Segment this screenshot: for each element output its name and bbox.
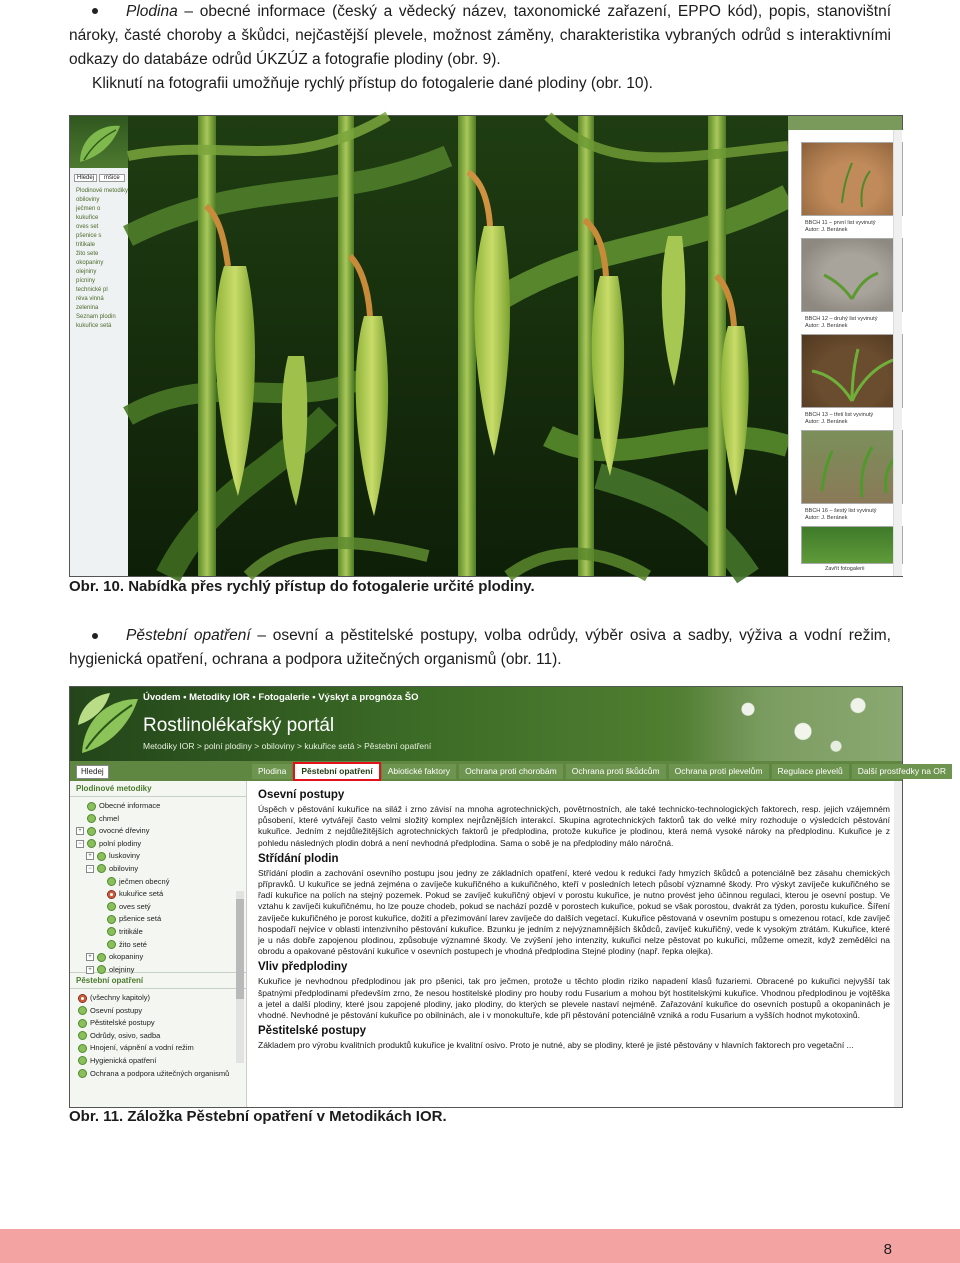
figure-10-caption: Obr. 10. Nabídka přes rychlý přístup do fotogalerie určité plodiny. (69, 578, 535, 595)
fig10-sidebar-item[interactable]: kukuřice setá (76, 323, 112, 329)
chapter-label: Ochrana a podpora užitečných organismů (90, 1068, 230, 1078)
checkbox-icon[interactable] (78, 1006, 87, 1015)
node-icon (107, 940, 116, 949)
seedling-icon (802, 431, 902, 503)
fig10-sidebar-tree (70, 188, 128, 329)
node-icon (107, 890, 116, 899)
tree-item-label: oves setý (119, 901, 151, 911)
section-heading: Pěstitelské postupy (258, 1025, 367, 1038)
fig10-scrollbar[interactable] (893, 130, 902, 576)
sidebar (70, 781, 247, 1107)
chapter-item[interactable] (78, 1017, 246, 1030)
checkbox-icon[interactable] (78, 1069, 87, 1078)
tree-item[interactable] (76, 876, 246, 889)
expand-icon[interactable]: + (86, 852, 94, 860)
chapter-label: Odrůdy, osivo, sadba (90, 1030, 161, 1040)
chapter-label: Hygienická opatření (90, 1055, 157, 1065)
node-icon (87, 802, 96, 811)
tabs (252, 764, 952, 779)
tab-7[interactable]: Další prostředky na OR (852, 764, 952, 779)
tab-4[interactable]: Ochrana proti škůdcům (566, 764, 666, 779)
node-icon (87, 839, 96, 848)
content-area (258, 787, 890, 1107)
section-text: Střídání plodin a zachování osevního postupu jsou jedny ze základních opatření, které vedou k redukci řady hmyzích škůdců a potenciálně bez zásahu chemických přípravků. U kukuřice se jedná zejména o zavíječe kukuřičného a kukuřičného, kteří v posledních letech působí významné škody. Pro výskyt zavíječe kukuřičného se řadí kukuřice na polích na stejný pozemek. Pokud se zavíječ kukuřičný objeví v porostu kukuřice, je nutno provést jeho účinnou regulaci, kterou je osevní postup. Ve vztahu k zavíječi kukuřičnému, ho lze pouze chodeb, pokud se nachází pozdě v porostech kukuřice, pokud se však porostou, dvakrát za týden, porostu kukuřice. Šíření zavíječe kukuřičného je porost kukuřice, dožití a přezimování larev zavíječe do dalších vegetací. Kukuřice pěstovaná v osevním postupu s omezenou rotací, kde zavíječ hospodaří nejvíce v oblasti intenzivního pěstování kukuřice. Bzunku je jedním z nejvýznamnějších škůdců, zavíječ kukuřičný, vede k vysokým ztrátám. Kukuřice, které je u nás dobře zapojenou plodinou, způsobuje významné škody. Ve zvýšení jeho intenzity, kukuřici nelze pěstovat po kukuřici, můžeme omezit, když zemědělci na obrodu a opakované pěstování kukuřice v osevních postupech je vhodná předplodina Stejné plodiny (např. řepka olejka). (258, 867, 890, 957)
fig10-left-panel (70, 116, 129, 576)
portal-banner (70, 687, 902, 761)
thumb-caption-3: BBCH 13 – třetí list vyvinutý Autor: J. Beránek (805, 412, 874, 425)
node-icon (107, 927, 116, 936)
fig10-sidebar-item[interactable]: Seznam plodin (76, 314, 116, 320)
tab-6[interactable]: Regulace plevelů (772, 764, 849, 779)
node-icon (97, 864, 106, 873)
chapter-item[interactable] (78, 1055, 246, 1068)
flower-photo (682, 687, 902, 761)
fig10-sidebar-item[interactable]: zelenina (76, 305, 99, 311)
fig10-sidebar-item[interactable]: žito sete (76, 251, 99, 257)
tree-item-label: okopaniny (109, 952, 144, 962)
fig10-sidebar-item[interactable]: pšenice s (76, 233, 102, 239)
tree-item-label: kukuřice setá (119, 889, 164, 899)
cultivation-tree (70, 989, 246, 1080)
tree-item-label: obiloviny (109, 863, 139, 873)
tree-item-label: luskoviny (109, 851, 140, 861)
tab-2[interactable]: Abiotické faktory (382, 764, 456, 779)
chapter-item[interactable] (78, 992, 246, 1005)
cultivation-term: Pěstební opatření (126, 627, 251, 644)
node-icon (87, 827, 96, 836)
page-number: 8 (883, 1241, 892, 1258)
tree-item[interactable] (76, 800, 246, 813)
checkbox-icon[interactable] (78, 1031, 87, 1040)
chapter-label: (všechny kapitoly) (90, 993, 151, 1002)
content-scrollbar[interactable] (894, 781, 902, 1107)
fig10-sidebar-item[interactable]: technické pl (76, 287, 108, 293)
tree-item-label: žito seté (119, 939, 147, 949)
tree-item-label: chmel (99, 813, 120, 823)
tree-item[interactable] (76, 825, 246, 838)
tree-item[interactable] (76, 951, 246, 964)
section-heading: Osevní postupy (258, 789, 345, 801)
collapse-icon[interactable]: − (86, 865, 94, 873)
node-icon (107, 915, 116, 924)
figure-10-screenshot (69, 115, 903, 577)
checkbox-icon[interactable] (78, 1056, 87, 1065)
chapter-label: Osevní postupy (90, 1005, 143, 1015)
tree-item[interactable] (76, 901, 246, 914)
node-icon (97, 965, 106, 974)
close-gallery-link[interactable]: Zavřít fotogalerii (825, 566, 865, 572)
tree-item[interactable] (76, 913, 246, 926)
methodology-tree (70, 797, 246, 972)
portal-nav[interactable]: Úvodem • Metodiky IOR • Fotogalerie • Výskyt a prognóza ŠO (143, 692, 419, 703)
tree-item-label: ječmen obecný (119, 876, 170, 886)
corn-photo[interactable] (128, 116, 788, 576)
search-button[interactable]: Hledej (76, 765, 109, 779)
seedling-icon (802, 335, 902, 407)
checkbox-icon[interactable] (78, 1019, 87, 1028)
tree-item[interactable] (76, 939, 246, 952)
fig10-sidebar-item[interactable]: obiloviny (76, 197, 100, 203)
tree-item[interactable] (76, 926, 246, 939)
seedling-icon (802, 239, 902, 311)
figure-11-screenshot (69, 686, 947, 1108)
checkbox-icon[interactable] (78, 994, 87, 1003)
fig10-logo-area (70, 116, 128, 168)
fig10-sidebar-item[interactable]: kukuřice (76, 215, 99, 221)
fig10-sidebar-item[interactable]: Plodinové metodiky (76, 188, 129, 194)
tab-0[interactable]: Plodina (252, 764, 292, 779)
tree-item-label: tritikále (119, 926, 143, 936)
expand-icon[interactable]: + (76, 827, 84, 835)
section-heading: Vliv předplodiny (258, 961, 348, 974)
intro-note: Kliknutí na fotografii umožňuje rychlý přístup do fotogalerie dané plodiny (obr. 10). (92, 75, 653, 92)
corn-plants-image (128, 116, 788, 576)
portal-title: Rostlinolékařský portál (143, 715, 335, 736)
fig10-sidebar-item[interactable]: pícniny (76, 278, 96, 284)
fig10-search-button[interactable]: Hledej (74, 174, 97, 182)
intro-paragraph (69, 0, 891, 72)
chapter-item[interactable] (78, 1030, 246, 1043)
thumb-caption-2: BBCH 12 – druhý list vyvinutý Autor: J. Beránek (805, 316, 878, 329)
expand-icon[interactable]: + (86, 966, 94, 974)
chapter-item[interactable] (78, 1068, 246, 1081)
sidebar-scrollbar[interactable] (236, 891, 244, 1063)
tree-item[interactable] (76, 964, 246, 977)
cultivation-text: – osevní a pěstitelské postupy, volba odrůdy, výběr osiva a sadby, výživa a vodní režim, hygienická opatření, ochrana a podpora užitečných organismů (obr. 11). (69, 627, 891, 668)
thumb-bbch16[interactable] (801, 430, 903, 504)
seedling-icon (802, 143, 902, 215)
leaf-logo-icon (70, 116, 128, 168)
section-text: Kukuřice je nevhodnou předplodinou jak pro pšenici, tak pro ječmen, protože u těchto plodin riziko napadení klasů fuzariemi. Obracené po kukuřici nejvyšší tak špatnými předplodinami především zrno, že nesou hostitelské plodiny pro houby rodu Fusarium a mohou být hostitelskými kukuřice. Vhodnou předplodinou je vojtěška a jetel a další plodiny, které jsou zapojené plodiny, jako plodiny, do kterých se plevele nastaví nejméně. Zařazování kukuřice do osevních postupů a okopaninách je vhodné. Nevhodné je pěstování kukuřice po obilninách, ale i v monokultuře, kde při pěstování potenciálně vzniká a rodu Fusarium a vyšších hodnot mykotoxinů. (258, 976, 890, 1021)
section-text: Základem pro výrobu kvalitních produktů kukuřice je kvalitní osivo. Proto je nutné, aby se plodiny, které je jisté pěstovány v hlavních faktorech pro vegetační ... (258, 1040, 854, 1051)
tree-item[interactable] (76, 863, 246, 876)
node-icon (107, 877, 116, 886)
thumb-caption-1: BBCH 11 – první list vyvinutý Autor: J. Beránek (805, 220, 876, 233)
thumb-caption-4: BBCH 16 – šestý list vyvinutý Autor: J. Beránek (805, 508, 877, 521)
fig10-sidebar-item[interactable]: tritikale (76, 242, 96, 248)
chapter-label: Pěstitelské postupy (90, 1018, 155, 1028)
tab-1[interactable]: Pěstební opatření (295, 764, 378, 779)
node-icon (107, 902, 116, 911)
thumb-more[interactable] (801, 526, 903, 564)
node-icon (87, 814, 96, 823)
chapter-item[interactable] (78, 1005, 246, 1018)
chapter-item[interactable] (78, 1042, 246, 1055)
tree-item[interactable] (76, 888, 246, 901)
cultivation-paragraph (69, 624, 891, 672)
tree-item-label: polní plodiny (99, 838, 142, 848)
fig10-sidebar-item[interactable]: okopaniny (76, 260, 104, 266)
tab-bar (70, 761, 947, 781)
tab-5[interactable]: Ochrana proti plevelům (669, 764, 769, 779)
checkbox-icon[interactable] (78, 1044, 87, 1053)
tree-item-label: Obecné informace (99, 801, 161, 810)
thumb-bbch12[interactable] (801, 238, 903, 312)
sidebar-heading-cultivation: Pěstební opatření (70, 972, 246, 989)
breadcrumb: Metodiky IOR > polní plodiny > obiloviny > kukuřice setá > Pěstební opatření (143, 741, 432, 751)
expand-icon[interactable]: + (86, 953, 94, 961)
thumb-bbch11[interactable] (801, 142, 903, 216)
intro-text: – obecné informace (český a vědecký název, taxonomické zařazení, EPPO kód), popis, stanovištní nároky, časté choroby a škůdci, nejčastější plevele, možnost záměny, charakteristika vybraných odrůd s interaktivními odkazy do databáze odrůd ÚKZÚZ a fotografie plodiny (obr. 9). (69, 3, 891, 68)
node-icon (97, 953, 106, 962)
collapse-icon[interactable]: − (76, 840, 84, 848)
fig10-sidebar-item[interactable]: ječmen o (76, 206, 101, 212)
section-text: Úspěch v pěstování kukuřice na siláž i zrno závisí na mnoha agrotechnických, povětrnostních, ale také technicko-technologických faktorech, resp. jejich vzájemném působení, které vytvářejí často velmi složitý komplex nejrůznějších interakcí. Skupina agrotechnických faktorů tak do velké míry rozhoduje o výsledcích pěstování kukuřice. Jedním z nejdůležitějších agrotechnických faktorů je předplodina, protože kukuřice je plodinou, která nemá vysoké nároky na předplodinu. Kukuřice je z pohledu následných plodin dobrá a není nevhodná předplodina. Sama o sobě je na předplodiny málo náročná. (258, 804, 890, 848)
intro-term: Plodina (126, 3, 178, 20)
tab-3[interactable]: Ochrana proti chorobám (459, 764, 563, 779)
fig10-search-input[interactable]: mšice (99, 174, 125, 182)
figure-11-caption: Obr. 11. Záložka Pěstební opatření v Metodikách IOR. (69, 1108, 447, 1125)
section-heading: Střídání plodin (258, 852, 339, 865)
fig10-sidebar-item[interactable]: oves set (76, 224, 99, 230)
chapter-label: Hnojení, vápnění a vodní režim (90, 1043, 194, 1053)
thumb-bbch13[interactable] (801, 334, 903, 408)
sidebar-heading-methodology: Plodinové metodiky (70, 781, 246, 797)
tree-item[interactable] (76, 813, 246, 826)
fig10-sidebar-item[interactable]: réva vinná (76, 296, 104, 302)
tree-item-label: olejniny (109, 964, 135, 974)
leaf-logo-icon (74, 687, 144, 761)
tree-item[interactable] (76, 838, 246, 851)
fig10-thumbnail-panel (788, 130, 903, 576)
footer-bar (0, 1229, 960, 1263)
fig10-sidebar-item[interactable]: olejniny (76, 269, 97, 275)
tree-item[interactable] (76, 850, 246, 863)
tree-item-label: pšenice setá (119, 914, 162, 924)
node-icon (97, 852, 106, 861)
tree-item-label: ovocné dřeviny (99, 826, 150, 836)
